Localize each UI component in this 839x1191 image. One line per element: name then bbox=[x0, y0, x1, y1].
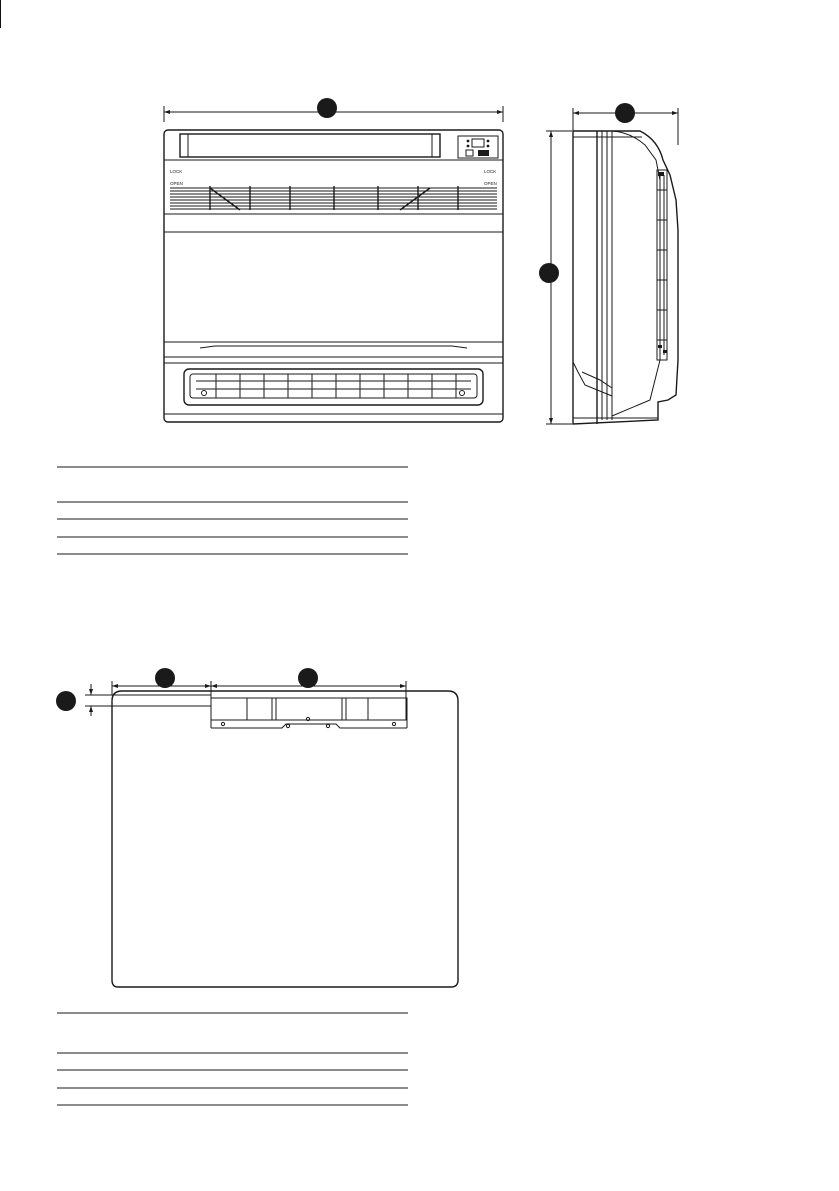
dimension-table-1 bbox=[57, 467, 408, 554]
dimension-marker-height bbox=[539, 263, 559, 283]
plate-vertical-offset bbox=[85, 684, 211, 716]
plate-top-dimensions bbox=[112, 681, 406, 720]
lower-grille bbox=[184, 369, 483, 405]
lock-label-right: LOCK bbox=[484, 169, 497, 174]
mounting-bracket bbox=[211, 698, 407, 728]
side-view bbox=[539, 103, 678, 424]
upper-grille bbox=[170, 186, 497, 210]
open-label-left: OPEN bbox=[170, 181, 183, 186]
mounting-plate-outline bbox=[112, 691, 458, 987]
dimension-marker-offset bbox=[155, 668, 175, 688]
open-label-right: OPEN bbox=[484, 181, 497, 186]
dimension-table-2 bbox=[57, 1013, 408, 1105]
mounting-plate-view bbox=[56, 668, 458, 987]
front-view bbox=[164, 98, 503, 422]
dimension-marker-vertical bbox=[56, 691, 76, 711]
side-louvre bbox=[657, 170, 667, 360]
dimension-marker-width bbox=[317, 98, 337, 118]
lock-label-left: LOCK bbox=[170, 169, 183, 174]
dimension-marker-depth bbox=[615, 103, 635, 123]
top-air-flap bbox=[180, 134, 440, 157]
control-panel bbox=[458, 136, 498, 158]
front-body-outline bbox=[164, 130, 503, 422]
dimension-marker-bracket-width bbox=[298, 668, 318, 688]
